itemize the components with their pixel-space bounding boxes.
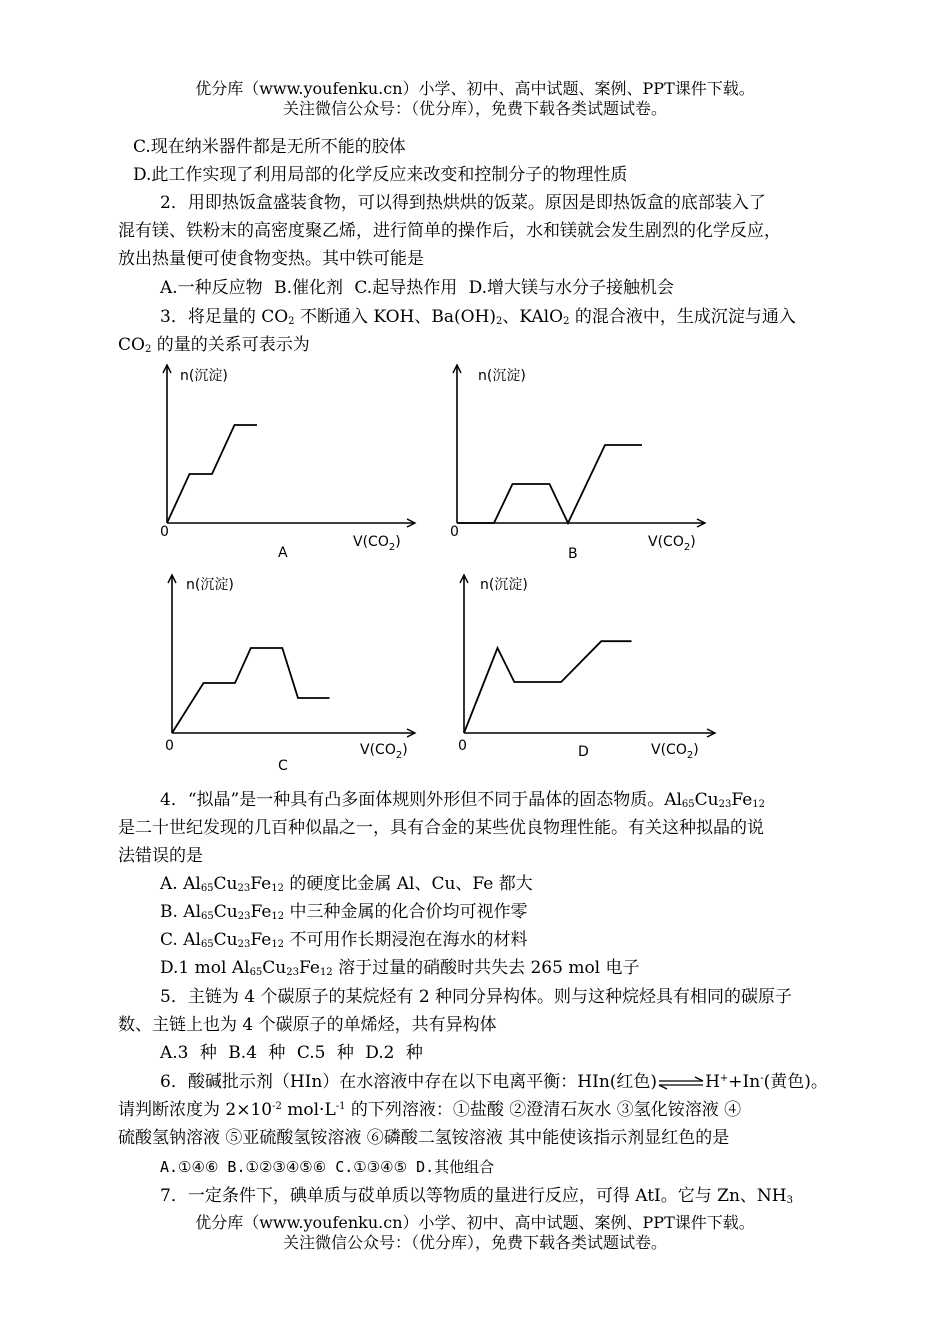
y-axis-label: n(沉淀) <box>186 577 234 593</box>
q4-option-c: C. $Al_{65}Cu_{23}Fe_{12}$ 不可用作长期浸泡在海水的材料 <box>160 930 528 950</box>
q6-line-1: 6．酸碱批示剂（HIn）在水溶液中存在以下电离平衡：HIn(红色) H++In-(黄色)。 <box>160 1072 828 1092</box>
x-axis-label: $V(CO_2)$ <box>360 742 408 761</box>
chart-label: B <box>568 546 578 562</box>
y-axis-label: n(沉淀) <box>478 368 526 384</box>
origin-label: 0 <box>160 524 169 540</box>
origin-label: 0 <box>458 738 467 754</box>
chart-b <box>440 360 720 560</box>
q4-option-a: A. $Al_{65}Cu_{23}Fe_{12}$ 的硬度比金属 Al、Cu、Fe 都大 <box>160 874 533 894</box>
q1-option-d: D.此工作实现了利用局部的化学反应来改变和控制分子的物理性质 <box>133 165 628 185</box>
chart-c <box>150 570 430 780</box>
q4-line-1: 4．“拟晶”是一种具有凸多面体规则外形但不同于晶体的固态物质。$Al_{65}Cu_{23}Fe_{12}$ <box>160 790 766 810</box>
origin-label: 0 <box>165 738 174 754</box>
x-axis-label: $V(CO_2)$ <box>353 534 401 553</box>
q5-line-1: 5．主链为 4 个碳原子的某烷烃有 2 种同分异构体。则与这种烷烃具有相同的碳原子 <box>160 987 793 1007</box>
chart-d <box>450 570 730 780</box>
q2-options: A.一种反应物 B.催化剂 C.起导热作用 D.增大镁与水分子接触机会 <box>160 278 675 298</box>
chart-label: C <box>278 758 288 774</box>
q6-line-3: 硫酸氢钠溶液 ⑤亚硫酸氢铵溶液 ⑥磷酸二氢铵溶液 其中能使该指示剂显红色的是 <box>118 1128 730 1148</box>
q7-line-1: 7．一定条件下，碘单质与砹单质以等物质的量进行反应，可得 AtI。它与 Zn、$NH_3$ <box>160 1186 793 1206</box>
series-line <box>167 425 257 523</box>
x-axis-label: $V(CO_2)$ <box>651 742 699 761</box>
chart-label: A <box>278 545 288 561</box>
q2-line-3: 放出热量便可使食物变热。其中铁可能是 <box>118 249 424 269</box>
q5-options: A.3 种 B.4 种 C.5 种 D.2 种 <box>160 1043 423 1063</box>
q4-option-d: D.1 mol $Al_{65}Cu_{23}Fe_{12}$ 溶于过量的硝酸时共失去 265 mol 电子 <box>160 958 640 978</box>
equilibrium-arrow-icon <box>657 1076 705 1090</box>
q5-line-2: 数、主链上也为 4 个碳原子的单烯烃，共有异构体 <box>118 1015 497 1035</box>
q2-line-1: 2．用即热饭盒盛装食物，可以得到热烘烘的饭菜。原因是即热饭盒的底部装入了 <box>160 193 766 213</box>
header-line-1: 优分库（www.youfenku.cn）小学、初中、高中试题、案例、PPT课件下载。 <box>195 79 755 98</box>
y-axis-label: n(沉淀) <box>480 577 528 593</box>
series-line <box>457 445 642 523</box>
chart-label: D <box>578 744 589 760</box>
series-line <box>464 641 632 733</box>
q6-options: A.①④⑥ B.①②③④⑤⑥ C.①③④⑤ D.其他组合 <box>160 1158 495 1176</box>
footer-line-1: 优分库（www.youfenku.cn）小学、初中、高中试题、案例、PPT课件下载。 <box>195 1213 755 1232</box>
origin-label: 0 <box>450 524 459 540</box>
q1-option-c: C.现在纳米器件都是无所不能的胶体 <box>133 137 406 157</box>
q6-line-2: 请判断浓度为 $2\times 10^{-2}$ $mol\cdot L^{-1}$ 的下列溶液：①盐酸 ②澄清石灰水 ③氢化铵溶液 ④ <box>118 1100 742 1120</box>
q3-line-2: $CO_2$ 的量的关系可表示为 <box>118 335 310 355</box>
footer-line-2: 关注微信公众号：（优分库），免费下载各类试题试卷。 <box>282 1233 667 1252</box>
x-axis-label: $V(CO_2)$ <box>648 534 696 553</box>
chart-a <box>150 360 430 560</box>
q4-line-2: 是二十世纪发现的几百种似晶之一，具有合金的某些优良物理性能。有关这种拟晶的说 <box>118 818 764 838</box>
q4-option-b: B. $Al_{65}Cu_{23}Fe_{12}$ 中三种金属的化合价均可视作零 <box>160 902 528 922</box>
q3-line-1: 3．将足量的 $CO_2$ 不断通入 KOH、$Ba(OH)_2$、KAlO$_2$ 的混合液中，生成沉淀与通入 <box>160 307 796 327</box>
series-line <box>172 648 330 733</box>
y-axis-label: n(沉淀) <box>180 368 228 384</box>
header-line-2: 关注微信公众号：（优分库），免费下载各类试题试卷。 <box>282 99 667 118</box>
q2-line-2: 混有镁、铁粉末的高密度聚乙烯，进行简单的操作后，水和镁就会发生剧烈的化学反应， <box>118 221 781 241</box>
q4-line-3: 法错误的是 <box>118 846 203 866</box>
